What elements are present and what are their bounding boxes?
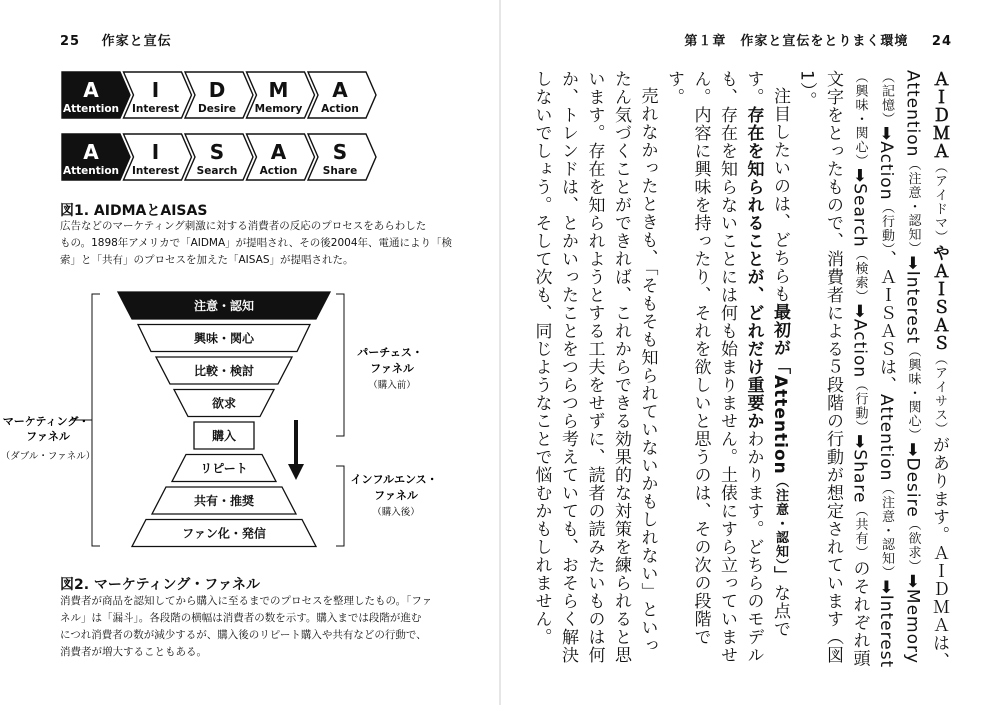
model-step-letter: A bbox=[332, 78, 348, 102]
figure2-title: 図2. マーケティング・ファネル bbox=[60, 577, 260, 593]
caption-line: 消費者が増大することもある。 bbox=[60, 646, 207, 658]
funnel-stage-label: 注意・認知 bbox=[193, 299, 255, 313]
model-step-word: Desire bbox=[198, 103, 236, 115]
caption-line: もの。1898年アメリカで「AIDMA」が提唱され、その後2004年、電通により「検 bbox=[60, 237, 453, 249]
caption-line: 広告などのマーケティング刺激に対する消費者の反応のプロセスをあらわした bbox=[60, 220, 427, 232]
figure1-title: 図1. AIDMAとAISAS bbox=[60, 203, 208, 219]
purchase-funnel-label: パーチェス・ ファネル bbox=[357, 346, 423, 375]
purchase-funnel-sublabel: （購入前） bbox=[368, 380, 416, 391]
marketing-funnel-diagram bbox=[0, 280, 480, 570]
funnel-stage-label: 欲求 bbox=[211, 396, 237, 411]
figure1-caption bbox=[60, 218, 465, 269]
funnel-stage-label: 共有・推奨 bbox=[193, 494, 255, 508]
funnel-stage-label: 興味・関心 bbox=[193, 331, 255, 346]
right-folio bbox=[684, 30, 952, 49]
model-step-word: Interest bbox=[131, 165, 180, 177]
model-step-word: Action bbox=[321, 103, 359, 115]
right-page-number: 24 bbox=[931, 34, 952, 49]
model-step-word: Search bbox=[196, 165, 238, 177]
purchase-bracket bbox=[336, 294, 344, 436]
model-step-letter: D bbox=[208, 78, 226, 102]
funnel-stage-label: ファン化・発信 bbox=[182, 526, 266, 541]
model-step-letter: M bbox=[268, 78, 289, 102]
paragraph-3: 売れなかったときも、「そもそも知られていないかもしれない」といったん気づくことができれば、これからできる効果的な対策を練られると思います。存在を知られようとする工夫をせずに、読者の読みたいものは何か、トレンドは、とかいったことをつらつら考えていても、おそらく解決しないでしょう。そして次も、同じようなことで悩むかもしれません。 bbox=[531, 70, 658, 664]
model-step-letter: A bbox=[270, 140, 287, 164]
model-step-letter: A bbox=[83, 140, 99, 164]
model-step-word: Action bbox=[259, 165, 298, 177]
model-step-letter: I bbox=[151, 78, 160, 102]
caption-line: 索」と「共有」のプロセスを加えた「AISAS」が提唱された。 bbox=[60, 254, 354, 266]
influence-bracket bbox=[336, 466, 344, 546]
model-step-word: Attention bbox=[62, 103, 120, 115]
model-step-letter: A bbox=[83, 78, 99, 102]
caption-line: につれ消費者の数が減少するが、購入後のリピート購入や共有などの行動で、 bbox=[60, 629, 427, 641]
model-step-word: Share bbox=[322, 165, 358, 177]
funnel-stage-label: 比較・検討 bbox=[193, 364, 255, 378]
influence-funnel-label: インフルエンス・ ファネル bbox=[350, 473, 438, 502]
down-arrow-icon bbox=[288, 420, 304, 480]
marketing-funnel-sublabel: （ダブル・ファネル） bbox=[0, 451, 96, 462]
funnel-stage-label: 購入 bbox=[211, 429, 237, 443]
page-gutter bbox=[499, 0, 501, 705]
left-running-head: 作家と宣伝 bbox=[101, 34, 172, 49]
left-page-number: 25 bbox=[60, 34, 81, 49]
funnel-stage-label: リピート bbox=[200, 461, 248, 476]
model-step-word: Attention bbox=[62, 165, 120, 177]
figure2-caption bbox=[60, 593, 470, 661]
influence-funnel-sublabel: （購入後） bbox=[372, 507, 420, 518]
caption-line: ネル」は「漏斗」。各段階の横幅は消費者の数を示す。購入までは段階が進む bbox=[60, 612, 422, 624]
model-step-letter: S bbox=[209, 140, 225, 164]
marketing-funnel-label: マーケティング・ ファネル bbox=[2, 415, 90, 443]
body-text bbox=[528, 70, 952, 670]
aidma-aisas-diagram bbox=[0, 0, 480, 200]
paragraph-2: 注目したいのは、どちらも最初が「Attention（注意・認知）」な点です。存在を知られることが、どれだけ重要かわかります。どちらのモデルも、存在を知らないことには何も始まりません。土俵にすら立っていません。内容に興味を持ったり、それを欲しいと思うのは、その次の段階です。 bbox=[664, 70, 790, 664]
model-step-letter: I bbox=[151, 140, 160, 164]
model-step-word: Memory bbox=[254, 103, 303, 115]
paragraph-1: ＡＩＤＭＡ（アイドマ）やＡＩＳＡＳ（アイサス）があります。ＡＩＤＭＡは、Attention（注意・認知）➡Interest（興味・関心）➡Desire（欲求）➡Memory（記憶）➡Action（行動）、ＡＩＳＡＳは、Attention（注意・認知）➡Interest（興味・関心）➡Search（検索）➡Action（行動）➡Share（共有）のそれぞれ頭文字をとったもので、消費者による５段階の行動が想定されています（図1）。 bbox=[796, 70, 949, 670]
model-step-letter: S bbox=[332, 140, 348, 164]
right-running-head: 第１章 作家と宣伝をとりまく環境 bbox=[684, 34, 909, 49]
caption-line: 消費者が商品を認知してから購入に至るまでのプロセスを整理したもの。「ファ bbox=[60, 595, 433, 607]
model-step-word: Interest bbox=[131, 103, 180, 115]
